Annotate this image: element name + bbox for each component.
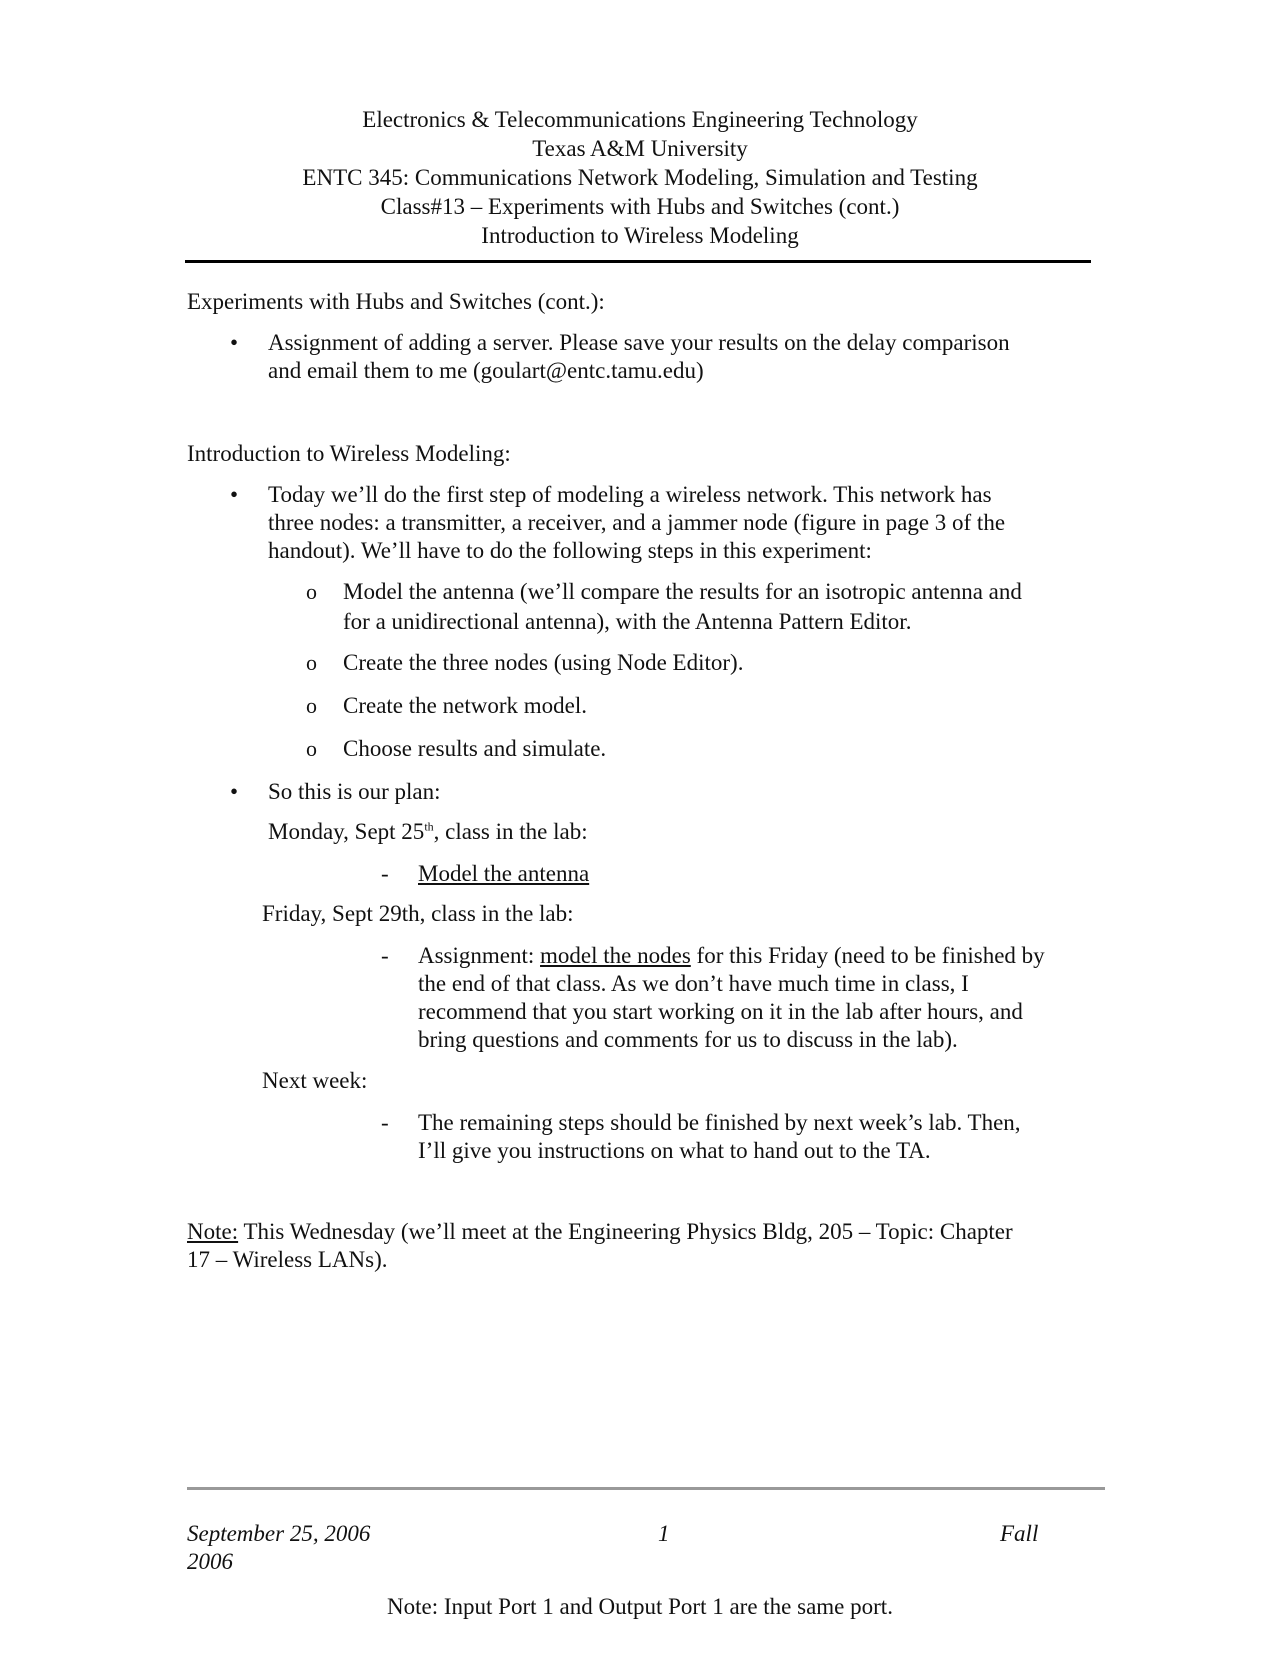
- bullet-icon: •: [230, 330, 239, 355]
- bullet-icon: •: [230, 482, 239, 507]
- step-network: Create the network model.: [343, 693, 587, 718]
- section-title-wireless: Introduction to Wireless Modeling:: [187, 441, 511, 466]
- bullet-wireless-line2: three nodes: a transmitter, a receiver, and a jammer node (figure in page 3 of the: [268, 510, 1006, 535]
- step-simulate: Choose results and simulate.: [343, 736, 607, 761]
- footer-divider: [187, 1487, 1105, 1490]
- plan-friday-item-line3: recommend that you start working on it in the lab after hours, and: [418, 999, 1023, 1024]
- sub-bullet-icon: o: [306, 579, 317, 604]
- plan-monday: Monday, Sept 25th, class in the lab:: [268, 819, 588, 844]
- dash-icon: -: [381, 861, 389, 886]
- footer-date: September 25, 2006: [187, 1521, 371, 1546]
- plan-next-week-line1: The remaining steps should be finished by next week’s lab. Then,: [418, 1110, 1021, 1135]
- sub-bullet-icon: o: [306, 736, 317, 761]
- dash-icon: -: [381, 943, 389, 968]
- bullet-icon: •: [230, 779, 239, 804]
- section-title-hubs: Experiments with Hubs and Switches (cont.):: [187, 289, 605, 314]
- dash-icon: -: [381, 1110, 389, 1135]
- plan-friday: Friday, Sept 29th, class in the lab:: [262, 901, 574, 926]
- plan-friday-item-line2: the end of that class. As we don’t have much time in class, I: [418, 971, 969, 996]
- bullet-wireless-line1: Today we’ll do the first step of modeling a wireless network. This network has: [268, 482, 992, 507]
- header-course: ENTC 345: Communications Network Modeling, Simulation and Testing: [302, 165, 978, 190]
- footer-page-number: 1: [658, 1521, 670, 1546]
- step-nodes: Create the three nodes (using Node Editor).: [343, 650, 744, 675]
- bullet-plan: So this is our plan:: [268, 779, 441, 804]
- step-antenna-line2: for a unidirectional antenna), with the Antenna Pattern Editor.: [343, 609, 912, 634]
- note-paragraph-line2: 17 – Wireless LANs).: [187, 1247, 388, 1272]
- plan-next-week-line2: I’ll give you instructions on what to hand out to the TA.: [418, 1138, 931, 1163]
- sub-bullet-icon: o: [306, 650, 317, 675]
- note-label: Note:: [187, 1219, 239, 1244]
- header-divider: [185, 260, 1091, 263]
- bullet-assignment-line2: and email them to me (goulart@entc.tamu.edu): [268, 358, 704, 383]
- header-university: Texas A&M University: [532, 136, 748, 161]
- note-paragraph-line1: Note: This Wednesday (we’ll meet at the Engineering Physics Bldg, 205 – Topic: Chapter: [187, 1219, 1013, 1244]
- plan-next-week: Next week:: [262, 1068, 368, 1093]
- document-header: [0, 105, 1280, 250]
- bullet-wireless-line3: handout). We’ll have to do the following steps in this experiment:: [268, 538, 872, 563]
- bullet-assignment-line1: Assignment of adding a server. Please save your results on the delay comparison: [268, 330, 1010, 355]
- plan-monday-item: Model the antenna: [418, 861, 590, 886]
- header-class-title: Class#13 – Experiments with Hubs and Switches (cont.): [380, 194, 900, 219]
- footer-year: 2006: [187, 1549, 233, 1574]
- header-department: Electronics & Telecommunications Engineering Technology: [362, 107, 918, 132]
- plan-friday-item-line4: bring questions and comments for us to discuss in the lab).: [418, 1027, 958, 1052]
- plan-friday-item-line1: Assignment: model the nodes for this Friday (need to be finished by: [418, 943, 1045, 968]
- sub-bullet-icon: o: [306, 693, 317, 718]
- step-antenna-line1: Model the antenna (we’ll compare the results for an isotropic antenna and: [343, 579, 1022, 604]
- footer-caption: Note: Input Port 1 and Output Port 1 are the same port.: [387, 1594, 893, 1619]
- footer-term: Fall: [1000, 1521, 1039, 1546]
- header-subtitle: Introduction to Wireless Modeling: [481, 223, 799, 248]
